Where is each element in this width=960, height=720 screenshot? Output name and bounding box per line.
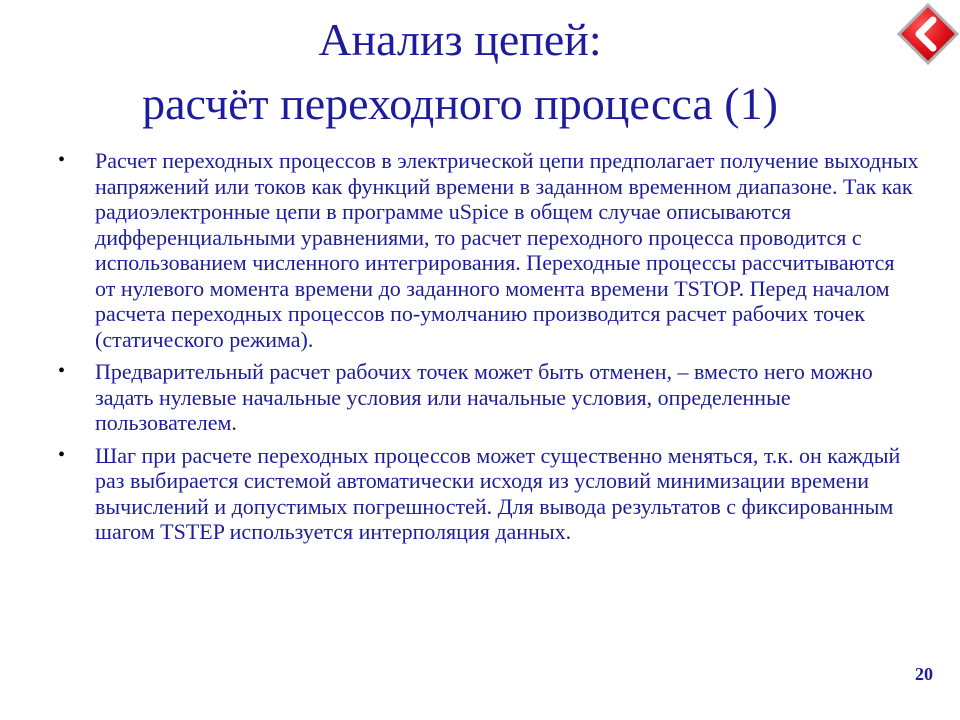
bullet-marker: • <box>58 360 66 382</box>
slide-title <box>40 8 880 136</box>
bullet-list <box>58 148 920 552</box>
bullet-text: Шаг при расчете переходных процессов может существенно меняться, т.к. он каждый раз выбирается системой автоматически исходя из условий минимизации времени вычислений и допустимых погрешностей. Для вывода результатов с фиксированным шагом TSTEP используется интерполяция данных. <box>95 442 901 544</box>
bullet-item <box>58 359 920 436</box>
bullet-marker: • <box>58 443 66 466</box>
chevron-left-icon <box>896 2 960 66</box>
back-button[interactable] <box>896 2 960 66</box>
slide-title-line-1: Анализ цепей: <box>318 14 602 65</box>
page-number: 20 <box>915 664 933 684</box>
bullet-item <box>58 148 920 352</box>
bullet-item <box>58 443 920 545</box>
slide-title-line-2: расчёт переходного процесса (1) <box>142 78 778 129</box>
bullet-text: Предварительный расчет рабочих точек может быть отменен, – вместо него можно задать нулевые начальные условия или начальные условия, определенные пользователем. <box>95 359 873 435</box>
bullet-text: Расчет переходных процессов в электрической цепи предполагает получение выходных напряжений или токов как функций времени в заданном временном диапазоне. Так как радиоэлектронные цепи в программе uSpice в общем случае описываются дифференциальными уравнениями, то расчет переходного процесса проводится с использованием численного интегрирования. Переходные процессы рассчитываются от нулевого момента времени до заданного момента времени TSTOP. Перед началом расчета переходных процессов по-умолчанию производится расчет рабочих точек (статического режима). <box>95 148 919 352</box>
bullet-marker: • <box>58 149 66 171</box>
